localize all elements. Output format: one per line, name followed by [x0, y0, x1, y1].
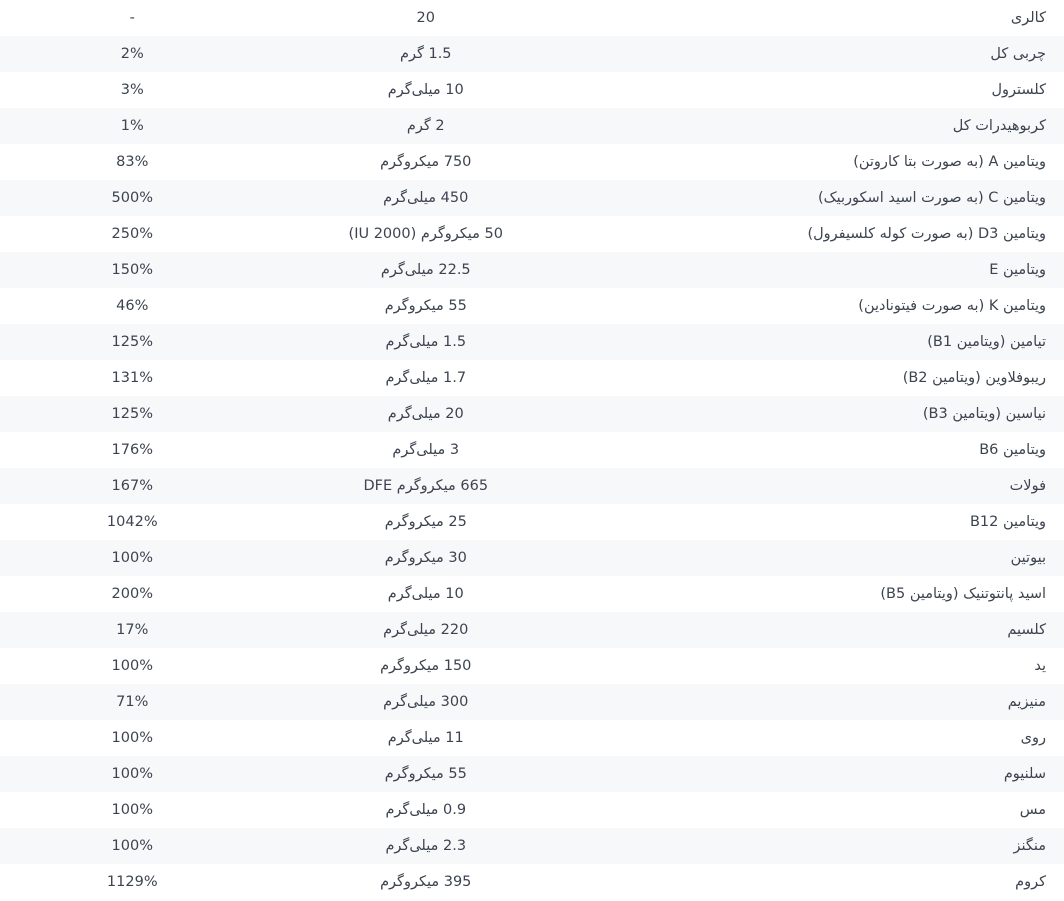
- table-row: [0, 540, 1064, 576]
- nutrient-name: سلنیوم: [1003, 766, 1046, 782]
- nutrient-amount: 11 میلی‌گرم: [387, 730, 464, 746]
- nutrient-name: منیزیم: [1007, 694, 1046, 710]
- nutrient-name: بیوتین: [1010, 550, 1046, 566]
- nutrient-amount: 1.7 میلی‌گرم: [385, 370, 467, 386]
- nutrient-amount: 30 میکروگرم: [384, 550, 467, 566]
- nutrient-name: اسید پانتوتنیک (ویتامین B5): [880, 586, 1046, 602]
- nutrient-name: ویتامین K (به صورت فیتونادین): [858, 298, 1046, 314]
- nutrient-amount: 10 میلی‌گرم: [387, 586, 464, 602]
- table-row: [0, 144, 1064, 180]
- nutrient-daily-value: 17%: [116, 622, 149, 638]
- table-row: [0, 396, 1064, 432]
- nutrient-daily-value: 100%: [111, 730, 153, 746]
- nutrient-daily-value: 100%: [111, 766, 153, 782]
- nutrient-name: ویتامین E: [989, 262, 1046, 278]
- nutrient-daily-value: 125%: [111, 406, 153, 422]
- nutrient-amount: 22.5 میلی‌گرم: [380, 262, 471, 278]
- table-row: [0, 0, 1064, 36]
- nutrient-amount: 1.5 میلی‌گرم: [385, 334, 467, 350]
- table-row: [0, 432, 1064, 468]
- table-row: [0, 468, 1064, 504]
- table-row: [0, 252, 1064, 288]
- nutrient-amount: 150 میکروگرم: [380, 658, 472, 674]
- table-row: [0, 612, 1064, 648]
- nutrient-daily-value: 131%: [111, 370, 153, 386]
- nutrient-amount: 3 میلی‌گرم: [392, 442, 460, 458]
- table-row: [0, 756, 1064, 792]
- nutrient-daily-value: -: [129, 10, 135, 26]
- table-row: [0, 216, 1064, 252]
- nutrient-amount: 2.3 میلی‌گرم: [385, 838, 467, 854]
- table-row: [0, 720, 1064, 756]
- table-row: [0, 72, 1064, 108]
- nutrient-amount: 750 میکروگرم: [380, 154, 472, 170]
- nutrient-name: فولات: [1009, 478, 1046, 494]
- nutrient-daily-value: 250%: [111, 226, 153, 242]
- nutrient-name: ویتامین D3 (به صورت کوله کلسیفرول): [807, 226, 1046, 242]
- nutrient-daily-value: 1042%: [106, 514, 158, 530]
- nutrient-daily-value: 100%: [111, 838, 153, 854]
- table-row: [0, 180, 1064, 216]
- nutrient-amount: 300 میلی‌گرم: [383, 694, 469, 710]
- table-row: [0, 864, 1064, 900]
- nutrient-amount: 25 میکروگرم: [384, 514, 467, 530]
- nutrient-name: ویتامین C (به صورت اسید اسکوربیک): [818, 190, 1046, 206]
- nutrient-name: کلسترول: [991, 82, 1046, 98]
- nutrient-name: ریبوفلاوین (ویتامین B2): [902, 370, 1046, 386]
- nutrient-daily-value: 1%: [120, 118, 144, 134]
- nutrient-daily-value: 167%: [111, 478, 153, 494]
- table-row: [0, 684, 1064, 720]
- nutrient-daily-value: 100%: [111, 802, 153, 818]
- nutrient-name: منگنز: [1013, 838, 1046, 854]
- nutrient-amount: 0.9 میلی‌گرم: [385, 802, 467, 818]
- nutrient-amount: 20: [416, 10, 435, 26]
- nutrient-name: ویتامین A (به صورت بتا کاروتن): [853, 154, 1046, 170]
- table-row: [0, 108, 1064, 144]
- nutrient-daily-value: 200%: [111, 586, 153, 602]
- nutrient-name: ویتامین B12: [969, 514, 1046, 530]
- nutrient-name: کربوهیدرات کل: [952, 118, 1046, 134]
- nutrient-daily-value: 3%: [120, 82, 144, 98]
- nutrient-amount: 2 گرم: [406, 118, 445, 134]
- nutrient-amount: 450 میلی‌گرم: [383, 190, 469, 206]
- table-row: [0, 792, 1064, 828]
- nutrient-daily-value: 83%: [116, 154, 149, 170]
- table-row: [0, 324, 1064, 360]
- nutrient-daily-value: 176%: [111, 442, 153, 458]
- nutrient-daily-value: 46%: [116, 298, 149, 314]
- nutrient-name: مس: [1019, 802, 1046, 818]
- nutrient-name: ویتامین B6: [979, 442, 1046, 458]
- table-row: [0, 360, 1064, 396]
- table-row: [0, 576, 1064, 612]
- nutrient-daily-value: 150%: [111, 262, 153, 278]
- nutrient-name: کلسیم: [1007, 622, 1046, 638]
- nutrient-amount: 55 میکروگرم: [384, 298, 467, 314]
- table-row: [0, 828, 1064, 864]
- nutrient-amount: 395 میکروگرم: [380, 874, 472, 890]
- nutrient-daily-value: 500%: [111, 190, 153, 206]
- nutrient-daily-value: 1129%: [106, 874, 158, 890]
- nutrient-name: تیامین (ویتامین B1): [927, 334, 1046, 350]
- nutrient-name: روی: [1020, 730, 1046, 746]
- nutrient-daily-value: 125%: [111, 334, 153, 350]
- nutrient-name: نیاسین (ویتامین B3): [922, 406, 1046, 422]
- table-row: [0, 504, 1064, 540]
- nutrient-daily-value: 100%: [111, 550, 153, 566]
- nutrient-amount: 20 میلی‌گرم: [387, 406, 464, 422]
- nutrient-daily-value: 71%: [116, 694, 149, 710]
- table-row: [0, 648, 1064, 684]
- nutrient-name: کروم: [1015, 874, 1046, 890]
- nutrient-daily-value: 100%: [111, 658, 153, 674]
- nutrient-amount: 50 میکروگرم (2000 IU): [348, 226, 503, 242]
- nutrient-amount: 665 میکروگرم DFE: [363, 478, 489, 494]
- table-row: [0, 36, 1064, 72]
- nutrient-amount: 55 میکروگرم: [384, 766, 467, 782]
- nutrient-amount: 220 میلی‌گرم: [383, 622, 469, 638]
- nutrient-amount: 1.5 گرم: [399, 46, 452, 62]
- nutrient-name: ید: [1034, 658, 1046, 674]
- nutrient-amount: 10 میلی‌گرم: [387, 82, 464, 98]
- table-row: [0, 288, 1064, 324]
- nutrient-name: کالری: [1010, 10, 1046, 26]
- nutrient-daily-value: 2%: [120, 46, 144, 62]
- nutrient-name: چربی کل: [990, 46, 1046, 62]
